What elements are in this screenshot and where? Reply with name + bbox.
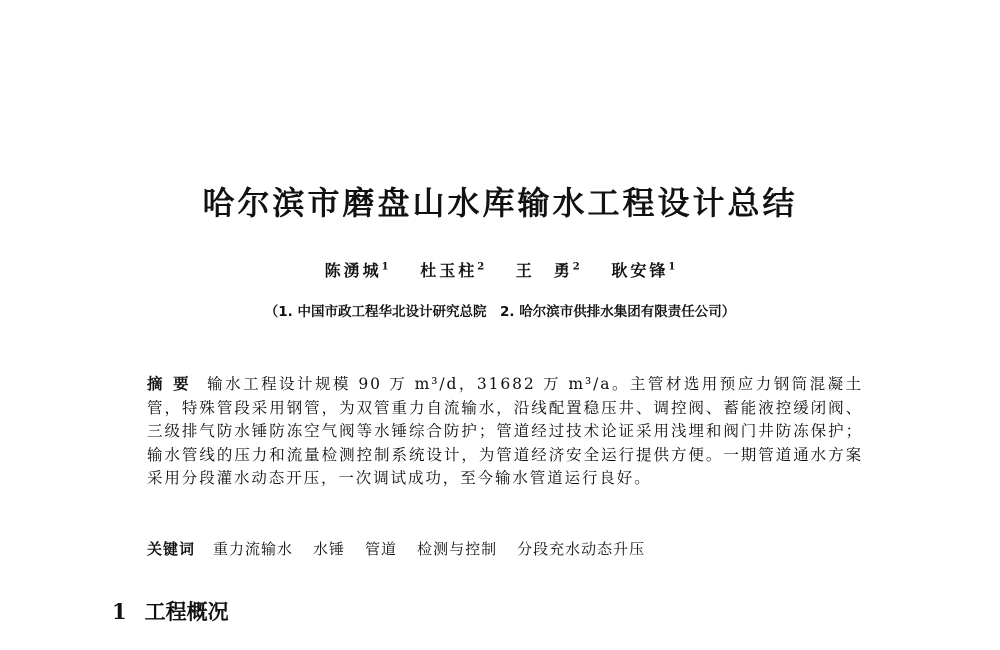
abstract-label: 摘要 (147, 375, 200, 393)
author-affiliation-mark: 2 (572, 261, 580, 273)
author: 王 勇$^2$ (515, 261, 580, 280)
author-affiliation-mark: 2 (477, 261, 485, 273)
keyword: 重力流输水 (213, 540, 294, 558)
author: 耿安锋$^1$ (611, 261, 676, 280)
keyword: 检测与控制 (417, 540, 498, 558)
abstract (147, 373, 863, 491)
author: 杜玉柱$^2$ (420, 261, 485, 280)
section-heading (112, 596, 229, 626)
paper-title: 哈尔滨市磨盘山水库输水工程设计总结 (202, 184, 798, 222)
affiliations: （1. 中国市政工程华北设计研究总院 2. 哈尔滨市供排水集团有限责任公司） (264, 304, 736, 320)
keyword: 分段充水动态升压 (517, 540, 646, 558)
author-affiliation-mark: 1 (381, 261, 389, 273)
section-number: 1 (112, 599, 127, 624)
keyword: 水锤 (313, 540, 346, 558)
keywords (147, 538, 863, 560)
keywords-label: 关键词 (147, 540, 196, 558)
keyword: 管道 (365, 540, 398, 558)
author-affiliation-mark: 1 (668, 261, 676, 273)
abstract-text: 输水工程设计规模 90 万 m³/d，31682 万 m³/a。主管材选用预应力钢筒混凝土管，特殊管段采用钢管，为双管重力自流输水，沿线配置稳压井、调控阀、蓄能液控缓闭阀、三级排气防水锤防冻空气阀等水锤综合防护；管道经过技术论证采用浅埋和阀门井防冻保护；输水管线的压力和流量检测控制系统设计，为管道经济安全运行提供方便。一期管道通水方案采用分段灌水动态开压，一次调试成功，至今输水管道运行良好。 (147, 375, 863, 488)
author: 陈湧城$^1$ (324, 261, 389, 280)
author-list (0, 258, 1000, 281)
section-title: 工程概况 (144, 600, 229, 624)
